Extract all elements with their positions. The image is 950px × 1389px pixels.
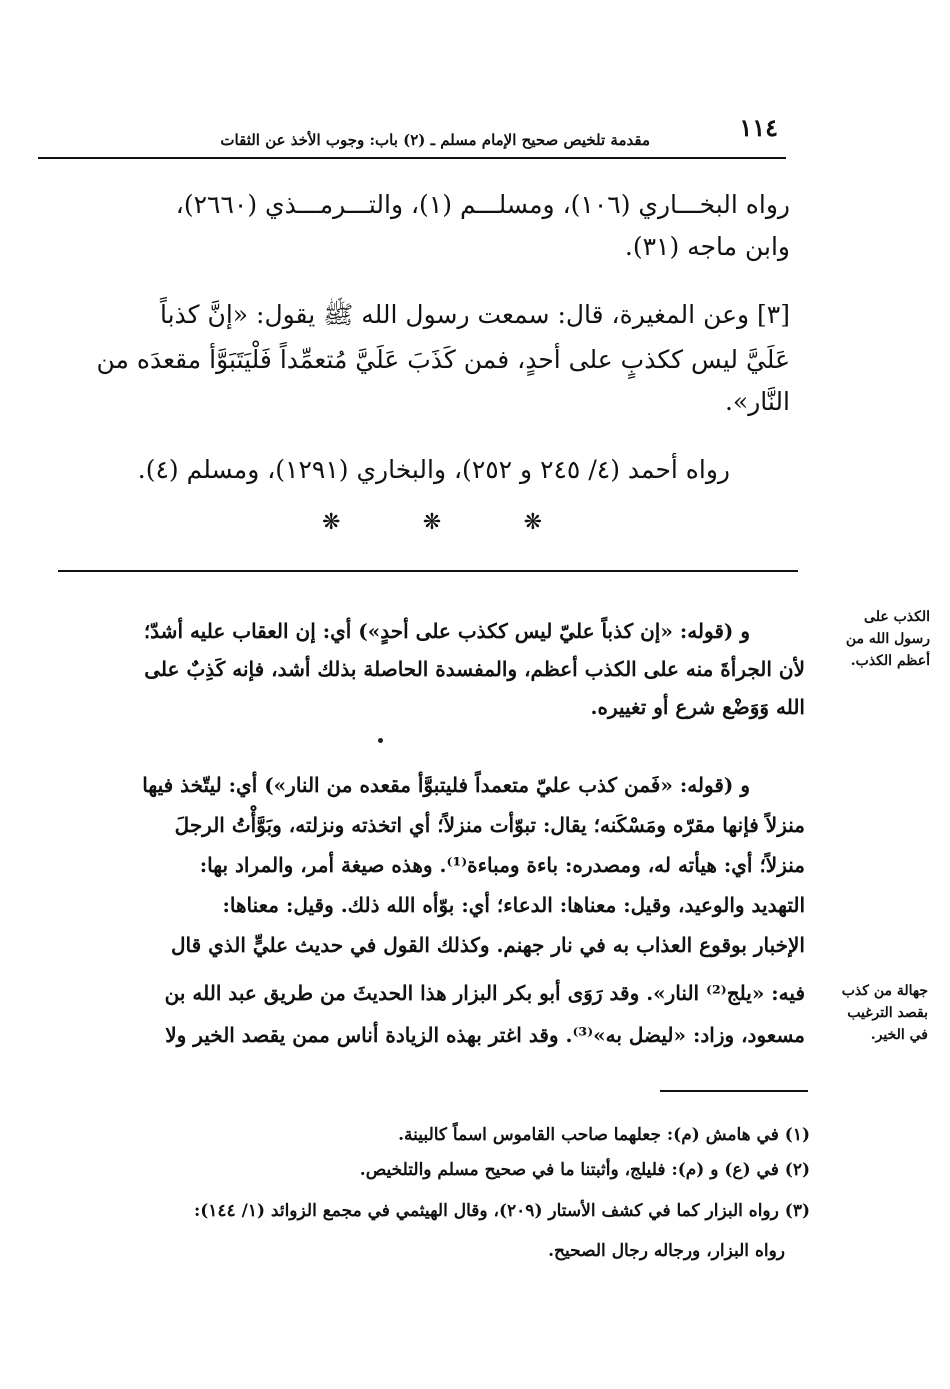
commentary-line: لأن الجرأةَ منه على الكذب أعظم، والمفسدة الحاصلة بذلك أشد، فإنه كَذِبٌ على xyxy=(144,657,805,681)
footnote-line: (١) في هامش (م): جعلهما صاحب القاموس اسماً كالبينة. xyxy=(398,1125,810,1145)
header-rule xyxy=(38,157,786,159)
main-text-line: النَّار». xyxy=(724,387,790,416)
footnote-line: (٢) في (ع) و (م): فليلج، وأثبتنا ما في صحيح مسلم والتلخيص. xyxy=(359,1160,810,1180)
commentary-line: الله وَوَضْع شرع أو تغييره. xyxy=(590,695,805,719)
main-text-line: رواه أحمد (٤/ ٢٤٥ و ٢٥٢)، والبخاري (١٢٩١)، ومسلم (٤). xyxy=(137,455,730,484)
main-text-line: عَلَيَّ ليس ككذبٍ على أحدٍ، فمن كَذَبَ عَلَيَّ مُتعمِّداً فَلْيَتَبَوَّأ مقعدَه من xyxy=(96,345,790,374)
margin-note-line: في الخير. xyxy=(870,1027,928,1043)
commentary-line: و (قوله: «إن كذباً عليّ ليس ككذب على أحدٍ») أي: إن العقاب عليه أشدّ؛ xyxy=(143,619,750,643)
commentary-line: فيه: «يلج⁽²⁾ النار». وقد رَوَى أبو بكر البزار هذا الحديثَ من طريق عبد الله بن xyxy=(164,981,805,1005)
margin-note-line: الكذب على xyxy=(864,609,930,625)
star-ornament: ❋ xyxy=(422,510,442,535)
footnote-line: (٣) رواه البزار كما في كشف الأستار (٢٠٩)، وقال الهيثمي في مجمع الزوائد (١/ ١٤٤): xyxy=(193,1201,810,1221)
margin-note-line: رسول الله من xyxy=(845,631,930,647)
margin-note-line: بقصد الترغيب xyxy=(847,1005,928,1021)
running-head: مقدمة تلخيص صحيح الإمام مسلم ـ (٢) باب: وجوب الأخذ عن الثقات xyxy=(220,131,650,149)
commentary-line: مسعود، وزاد: «ليضل به»⁽³⁾. وقد اغتر بهذه الزيادة أناس ممن يقصد الخير ولا xyxy=(165,1023,805,1047)
commentary-line: منزلاً؛ أي: هيأته له، ومصدره: باءة ومباءة⁽¹⁾. وهذه صيغة أمر، والمراد بها: xyxy=(199,853,805,877)
star-ornament: ❋ xyxy=(523,510,542,535)
page-number: ١١٤ xyxy=(739,113,778,142)
section-separator-stars xyxy=(322,510,542,535)
commentary-line: و (قوله: «فَمن كذب عليّ متعمداً فليتبوَّأ مقعده من النار») أي: ليتّخذ فيها xyxy=(142,773,750,797)
commentary-divider xyxy=(58,570,798,572)
star-ornament: ❋ xyxy=(322,510,341,535)
margin-note-lying-for-good xyxy=(808,980,928,1046)
commentary-line: التهديد والوعيد، وقيل: معناها: الدعاء؛ أي: بوّأه الله ذلك. وقيل: معناها: xyxy=(222,893,805,917)
main-text-line: رواه البخـــاري (١٠٦)، ومسلـــم (١)، والتـــرمـــذي (٢٦٦٠)، xyxy=(175,190,790,219)
footnote-line: رواه البزار، ورجاله رجال الصحيح. xyxy=(548,1241,785,1261)
ink-speck xyxy=(378,738,383,743)
margin-note-line: جهالة من كذب xyxy=(841,983,928,999)
main-text-line: [٣] وعن المغيرة، قال: سمعت رسول الله ﷺ يقول: «إنَّ كذباً xyxy=(159,300,790,329)
margin-note-lying-on-prophet xyxy=(810,606,930,672)
commentary-line: الإخبار بوقوع العذاب به في نار جهنم. وكذلك القول في حديث عليٍّ الذي قال xyxy=(170,933,805,957)
commentary-line: منزلاً فإنها مقرّه ومَسْكَنه؛ يقال: تبوّأت منزلاً؛ أي اتخذته ونزلته، وبَوَّأْتُ الرجلَ xyxy=(174,813,805,837)
margin-note-line: أعظم الكذب. xyxy=(850,653,930,669)
main-text-line: وابن ماجه (٣١). xyxy=(624,232,790,261)
footnote-rule xyxy=(660,1090,808,1092)
